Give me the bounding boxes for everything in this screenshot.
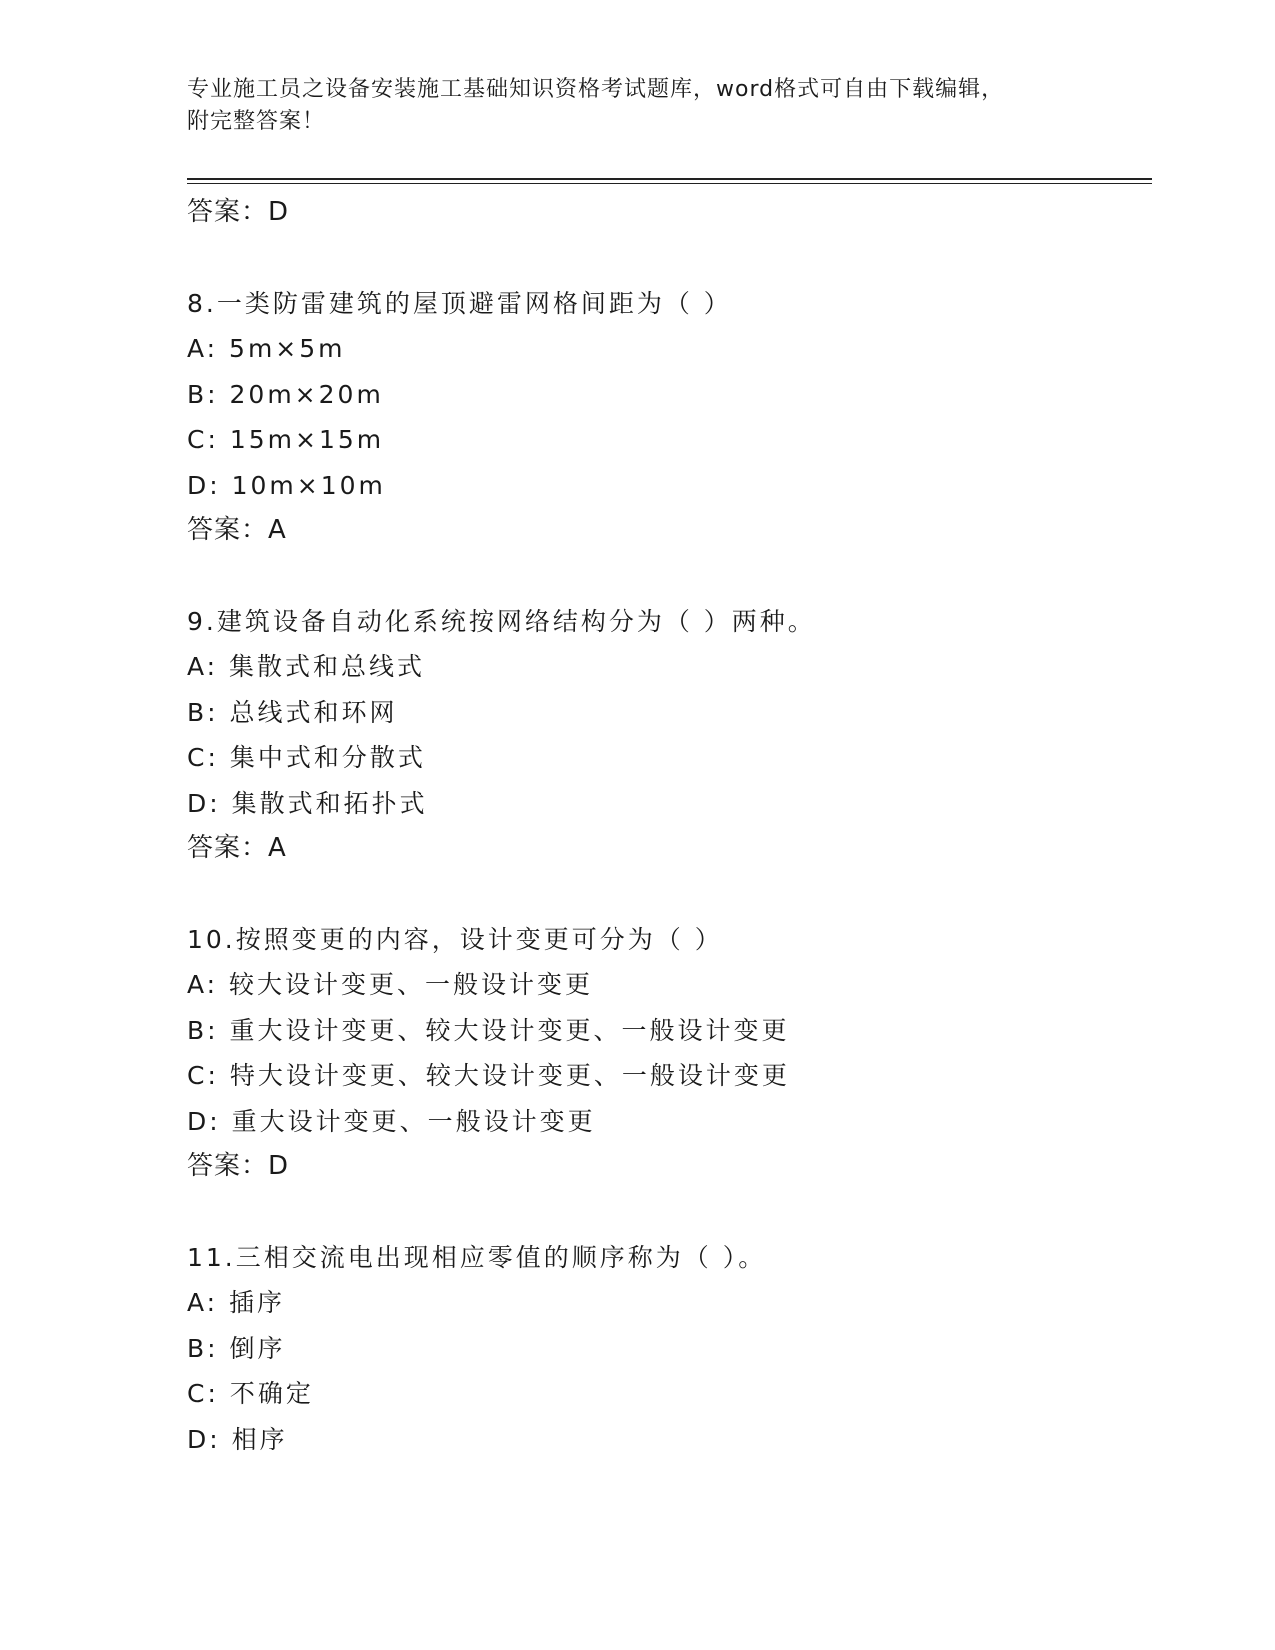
option-d: D: 10m×10m	[187, 470, 386, 500]
spacer	[187, 554, 1147, 599]
option-a: A: 集散式和总线式	[187, 652, 426, 681]
option-d: D: 相序	[187, 1424, 288, 1454]
option-c: C: 不确定	[187, 1379, 314, 1408]
document-header	[187, 74, 1087, 138]
option-c: C: 特大设计变更、较大设计变更、一般设计变更	[187, 1061, 790, 1090]
spacer	[187, 872, 1147, 917]
header-line-1: 专业施工员之设备安装施工基础知识资格考试题库，word格式可自由下载编辑，	[187, 77, 1005, 102]
question-10	[187, 917, 1147, 1190]
question-answer: 答案：A	[187, 515, 287, 545]
option-a: A: 较大设计变更、一般设计变更	[187, 970, 594, 999]
option-b: B: 重大设计变更、较大设计变更、一般设计变更	[187, 1015, 790, 1045]
spacer	[187, 236, 1147, 281]
option-b: B: 20m×20m	[187, 379, 384, 409]
option-d: D: 重大设计变更、一般设计变更	[187, 1106, 596, 1136]
question-11	[187, 1235, 1147, 1463]
header-divider-thin	[187, 183, 1152, 184]
question-8	[187, 281, 1147, 554]
question-answer: 答案：A	[187, 833, 287, 863]
question-list	[187, 190, 1147, 1462]
header-divider-thick	[187, 178, 1152, 180]
option-d: D: 集散式和拓扑式	[187, 788, 428, 818]
option-c: C: 集中式和分散式	[187, 743, 426, 772]
question-9	[187, 599, 1147, 872]
option-a: A: 插序	[187, 1288, 286, 1317]
header-line-2: 附完整答案！	[187, 109, 326, 134]
option-c: C: 15m×15m	[187, 425, 385, 454]
question-stem: 9.建筑设备自动化系统按网络结构分为（ ）两种。	[187, 606, 816, 636]
question-stem: 10.按照变更的内容，设计变更可分为（ ）	[187, 924, 723, 954]
question-answer: 答案：D	[187, 1151, 290, 1181]
spacer	[187, 1190, 1147, 1235]
question-stem: 11.三相交流电出现相应零值的顺序称为（ ）。	[187, 1242, 767, 1272]
previous-answer: 答案：D	[187, 197, 290, 227]
option-b: B: 倒序	[187, 1333, 286, 1363]
question-stem: 8.一类防雷建筑的屋顶避雷网格间距为（ ）	[187, 288, 732, 318]
option-a: A: 5m×5m	[187, 334, 346, 363]
option-b: B: 总线式和环网	[187, 697, 398, 727]
